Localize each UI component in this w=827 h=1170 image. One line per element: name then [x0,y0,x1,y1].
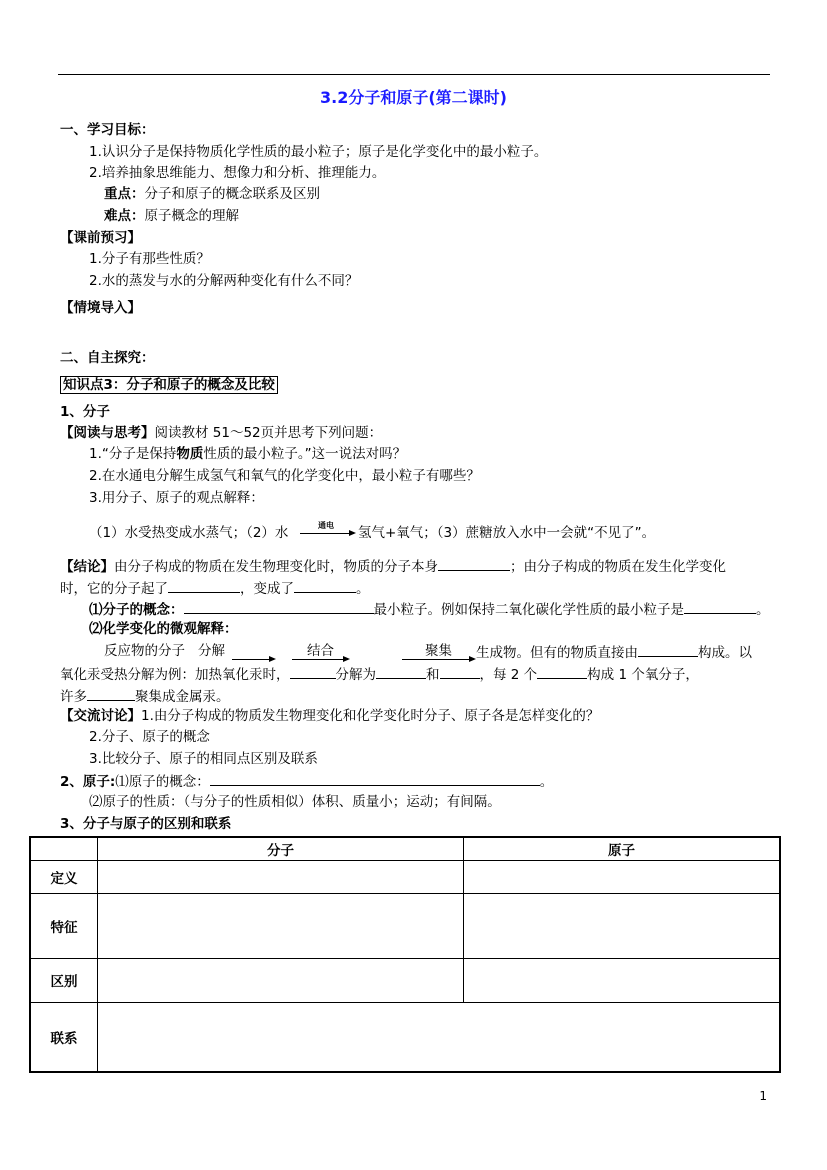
question-1-bold: 物质 [176,446,204,462]
read-think-line [60,424,382,442]
question-1-pre: 1.“分子是保持 [89,446,177,462]
knowledge-point-wrapper [60,376,278,394]
example-part-2: 氢气+氧气；（3）蔗糖放入水中一会就“不见了”。 [358,525,656,541]
electrolysis-arrow [300,533,354,534]
explore-heading: 二、自主探究： [60,350,155,366]
objectives-heading: 一、学习目标： [60,122,155,138]
atom-properties: ⑵原子的性质：（与分子的性质相似）体积、质量小；运动；有间隔。 [89,794,501,810]
situation-heading: 【情境导入】 [60,300,141,316]
blank-hgo-molecule[interactable] [290,664,336,679]
page-number: 1 [759,1089,767,1103]
discussion-item-3: 3.比较分子、原子的相同点区别及联系 [89,751,318,767]
mercury-text-g: 聚集成金属汞。 [135,689,230,705]
top-rule [58,74,770,75]
atom-concept-label: ⑴原子的概念： [115,774,210,790]
example-part-1: （1）水受热变成水蒸气；（2）水 [89,525,289,541]
discussion-label: 【交流讨论】 [60,708,141,724]
flow-arrow-3 [402,659,474,660]
blank-becomes[interactable] [294,578,356,593]
conclusion-line-1 [60,556,726,576]
blank-direct-composition[interactable] [638,642,698,657]
conclusion-text-a: 由分子构成的物质在发生物理变化时，物质的分子本身 [114,559,438,575]
preview-item-2: 2.水的蒸发与水的分解两种变化有什么不同？ [89,273,359,289]
table-row [30,860,780,893]
cell-atom-feature[interactable] [464,893,781,958]
row-label-difference: 区别 [30,958,98,1002]
header-molecule: 分子 [98,837,464,860]
cell-relation[interactable] [98,1002,781,1072]
blank-physical-change[interactable] [438,556,510,571]
comparison-heading: 3、分子与原子的区别和联系 [60,816,232,832]
preview-item-1: 1.分子有那些性质？ [89,251,210,267]
molecule-concept-end: 。 [756,602,770,618]
blank-chemical-change[interactable] [168,578,240,593]
mercury-text-e: 构成 1 个氧分子， [587,667,699,683]
header-atom: 原子 [464,837,781,860]
blank-atom-concept[interactable] [210,771,540,786]
mercury-text-b: 分解为 [335,667,376,683]
row-label-feature: 特征 [30,893,98,958]
cell-molecule-feature[interactable] [98,893,464,958]
row-label-definition: 定义 [30,860,98,893]
cell-atom-definition[interactable] [464,860,781,893]
molecule-heading: 1、分子 [60,404,110,420]
conclusion-line-2 [60,578,370,598]
mercury-text-c: 和 [426,667,440,683]
read-think-text: 阅读教材 51～52页并思考下列问题： [154,425,383,441]
atom-heading: 2、原子: [60,774,116,790]
objective-item-2: 2.培养抽象思维能力、想像力和分析、推理能力。 [89,165,386,181]
cell-atom-difference[interactable] [464,958,781,1002]
table-row [30,893,780,958]
mercury-text-d: ，每 2 个 [479,667,538,683]
flow-reactant: 反应物的分子 [104,643,185,659]
mercury-text-f: 许多 [60,689,87,705]
mercury-text-a: 氧化汞受热分解为例：加热氧化汞时， [60,667,290,683]
question-3: 3.用分子、原子的观点解释： [89,490,264,506]
table-corner-cell [30,837,98,860]
blank-co2-particle[interactable] [684,599,756,614]
atom-concept-line [60,771,553,791]
atom-concept-end: 。 [539,774,554,790]
conclusion-label: 【结论】 [60,559,114,575]
molecule-concept-line [89,599,770,619]
question-1 [89,445,406,463]
question-2: 2.在水通电分解生成氢气和氧气的化学变化中，最小粒子有哪些？ [89,468,480,484]
key-point-label: 重点： [104,186,145,202]
flow-arrow-1 [232,659,274,660]
molecule-concept-text: 最小粒子。例如保持二氧化碳化学性质的最小粒子是 [373,602,684,618]
micro-explanation-label: ⑵化学变化的微观解释： [89,621,238,637]
discussion-item-2: 2.分子、原子的概念 [89,729,210,745]
page-title: 3.2分子和原子(第二课时) [320,88,507,107]
knowledge-point-box: 知识点3：分子和原子的概念及比较 [60,376,278,394]
preview-heading: 【课前预习】 [60,230,141,246]
blank-product-2[interactable] [440,664,480,679]
difficult-point [104,207,239,225]
objective-item-1: 1.认识分子是保持物质化学性质的最小粒子；原子是化学变化中的最小粒子。 [89,144,548,160]
table-header-row [30,837,780,860]
blank-product-1[interactable] [376,664,426,679]
mercury-line-2 [60,686,230,706]
flow-product-line [476,642,752,662]
difficult-point-text: 原子概念的理解 [144,208,239,224]
molecule-concept-label: ⑴分子的概念： [89,602,184,618]
question-1-post: 性质的最小粒子。”这一说法对吗？ [203,446,407,462]
difficult-point-label: 难点： [104,208,145,224]
table-row [30,1002,780,1072]
flow-aggregate: 聚集 [425,643,452,659]
flow-product-text: 生成物。但有的物质直接由 [476,645,638,661]
flow-end-text: 构成。以 [698,645,752,661]
conclusion-text-b: ；由分子构成的物质在发生化学变化 [510,559,726,575]
discussion-line-1 [60,707,599,725]
conclusion-text-c: 时，它的分子起了 [60,581,168,597]
row-label-relation: 联系 [30,1002,98,1072]
comparison-table [29,836,781,1073]
blank-oxygen-atom[interactable] [537,664,587,679]
flow-decompose: 分解 [198,643,225,659]
mercury-oxide-line [60,664,699,684]
blank-mercury-atom[interactable] [87,686,135,701]
cell-molecule-definition[interactable] [98,860,464,893]
flow-combine: 结合 [307,643,334,659]
read-think-label: 【阅读与思考】 [60,425,155,441]
table-row [30,958,780,1002]
blank-molecule-concept[interactable] [184,599,374,614]
conclusion-text-d: ，变成了 [240,581,294,597]
conclusion-text-e: 。 [356,581,370,597]
discussion-item-1: 1.由分子构成的物质发生物理变化和化学变化时分子、原子各是怎样变化的？ [141,708,600,724]
flow-arrow-2 [292,659,348,660]
electrolysis-label: 通电 [318,521,334,530]
cell-molecule-difference[interactable] [98,958,464,1002]
key-point [104,185,320,203]
key-point-text: 分子和原子的概念联系及区别 [144,186,320,202]
